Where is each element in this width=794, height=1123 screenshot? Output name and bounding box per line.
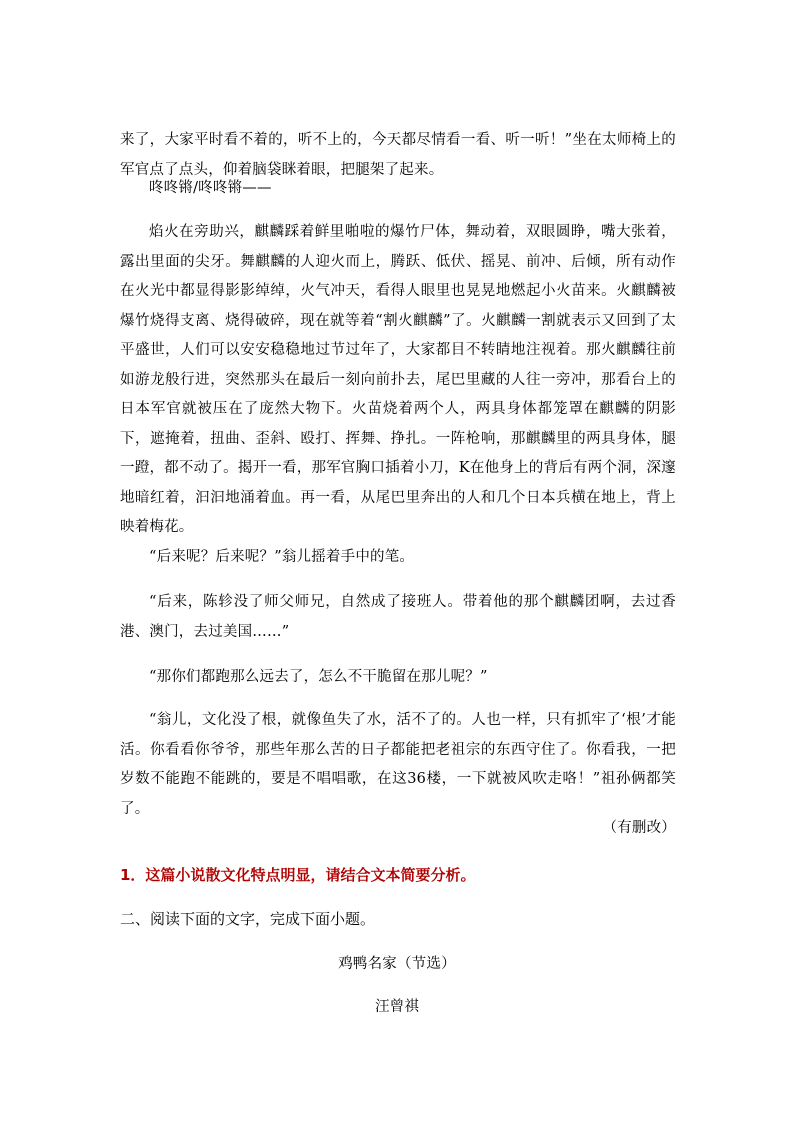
- passage-paragraph-4: “后来呢？后来呢？”翁儿摇着手中的笔。: [149, 549, 415, 565]
- source-note: （有删改）: [602, 820, 676, 836]
- question-1: 1．这篇小说散文化特点明显，请结合文本简要分析。: [120, 866, 476, 884]
- passage-paragraph-2: 咚咚锵/咚咚锵——: [149, 180, 272, 196]
- section-2-title: 鸡鸭名家（节选）: [338, 956, 456, 972]
- section-2-author: 汪曾祺: [374, 999, 420, 1015]
- passage-paragraph-3: 焰火在旁助兴，麒麟踩着鲜里啪啦的爆竹尸体，舞动着，双眼圆睁，嘴大张着，露出里面的尖牙。舞麒麟的人迎火而上，腾跃、低伏、摇晃、前冲、后倾，所有动作在火光中都显得影影绰绰，火气冲天，看得人眼里也晃晃地燃起小火苗来。火麒麟被爆竹烧得支离、烧得破碎，现在就等着“割火麒麟”了。火麒麟一割就表示又回到了太平盛世，人们可以安安稳稳地过节过年了，大家都目不转睛地注视着。那火麒麟往前如游龙般行进，突然那头在最后一刻向前扑去，尾巴里藏的人往一旁冲，那看台上的日本军官就被压在了庞然大物下。火苗烧着两个人，两具身体都笼罩在麒麟的阴影下，遮掩着，扭曲、歪斜、殴打、挥舞、挣扎。一阵枪响，那麒麟里的两具身体，腿一蹬，都不动了。揭开一看，那军官胸口插着小刀，K在他身上的背后有两个洞，深邃地暗红着，汩汩地涌着血。再一看，从尾巴里奔出的人和几个日本兵横在地上，背上映着梅花。: [120, 224, 676, 535]
- passage-paragraph-6: “那你们都跑那么远去了，怎么不干脆留在那儿呢？”: [149, 669, 488, 685]
- passage-paragraph-5: “后来，陈轸没了师父师兄，自然成了接班人。带着他的那个麒麟团啊，去过香港、澳门，去过美国……”: [120, 594, 676, 640]
- passage-paragraph-1: 来了，大家平时看不着的，听不上的，今天都尽情看一看、听一听！”坐在太师椅上的军官点了点头，仰着脑袋眯着眼，把腿架了起来。: [120, 132, 676, 178]
- passage-paragraph-7: “翁儿，文化没了根，就像鱼失了水，活不了的。人也一样，只有抓牢了‘根’才能活。你看看你爷爷，那些年那么苦的日子都能把老祖宗的东西守住了。你看我，一把岁数不能跑不能跳的，要是不唱唱歌，在这36楼，一下就被风吹走咯！”祖孙俩都笑了。: [120, 712, 676, 817]
- section-2-heading: 二、阅读下面的文字，完成下面小题。: [120, 910, 376, 928]
